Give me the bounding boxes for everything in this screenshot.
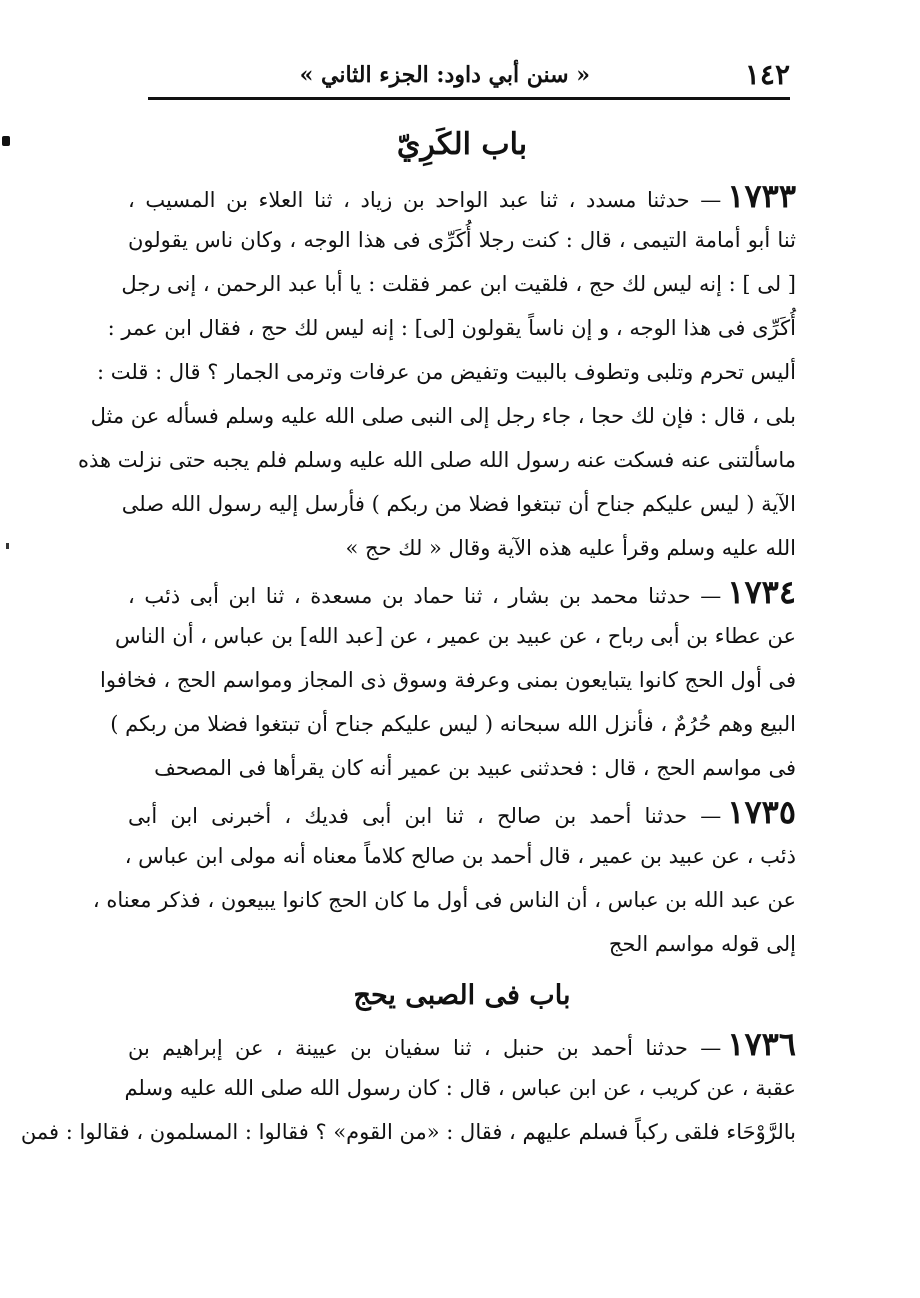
text-line: إلى قوله مواسم الحج — [608, 932, 796, 956]
text-line: ثنا أبو أمامة التيمى ، قال : كنت رجلا أُكَرِّى فى هذا الوجه ، وكان ناس يقولون — [128, 228, 796, 252]
text-line: الله عليه وسلم وقرأ عليه هذه الآية وقال « لك حج » — [345, 536, 796, 560]
text-line: فى مواسم الحج ، قال : فحدثنى عبيد بن عمير أنه كان يقرأها فى المصحف — [154, 756, 796, 780]
hadith-1736 — [20, 1022, 796, 1154]
text-line: فى أول الحج كانوا يتبايعون بمنى وعرفة وسوق ذى المجاز ومواسم الحج ، فخافوا — [100, 668, 796, 692]
text-line: بلى ، قال : فإن لك حجا ، جاء رجل إلى النبى صلى الله عليه وسلم فسأله عن مثل — [90, 404, 796, 428]
text-line: الآية ( ليس عليكم جناح أن تبتغوا فضلا من ربكم ) فأرسل إليه رسول الله صلى — [121, 492, 796, 516]
page-number: ١٤٢ — [744, 58, 790, 91]
hadith-first-line: ١٧٣٦— حدثنا أحمد بن حنبل ، ثنا سفيان بن عيينة ، عن إبراهيم بن — [128, 1025, 796, 1063]
text-line: ذئب ، عن عبيد بن عمير ، قال أحمد بن صالح كلاماً معناه أنه مولى ابن عباس ، — [124, 844, 796, 868]
hadith-number: ١٧٣٥ — [727, 793, 796, 831]
text-line: ماسألتنى عنه فسكت عنه رسول الله صلى الله عليه وسلم فلم يجبه حتى نزلت هذه — [77, 448, 796, 472]
hadith-1735 — [92, 790, 796, 966]
page-header — [150, 52, 790, 96]
scan-mark — [2, 136, 10, 146]
running-title: « سنن أبي داود: الجزء الثاني » — [299, 62, 590, 88]
hadith-1734 — [100, 570, 796, 790]
scan-speck — [6, 543, 9, 549]
text-line: عن عطاء بن أبى رباح ، عن عبيد بن عمير ، عن [عبد الله] بن عباس ، أن الناس — [115, 624, 796, 648]
text-line: عقبة ، عن كريب ، عن ابن عباس ، قال : كان رسول الله صلى الله عليه وسلم — [124, 1076, 796, 1100]
text-line: أليس تحرم وتلبى وتطوف بالبيت وتفيض من عرفات وترمى الجمار ؟ قال : قلت : — [97, 360, 796, 384]
text-line: عن عبد الله بن عباس ، أن الناس فى أول ما كان الحج كانوا يبيعون ، فذكر معناه ، — [92, 888, 796, 912]
main-text — [20, 112, 796, 1154]
hadith-number: ١٧٣٦ — [727, 1025, 796, 1063]
text-line: بالرَّوْحَاء فلقى ركباً فسلم عليهم ، فقال : «من القوم» ؟ فقالوا : المسلمون ، فقالوا : فمن — [20, 1120, 796, 1144]
text-line: أُكَرِّى فى هذا الوجه ، و إن ناساً يقولون [لى] : إنه ليس لك حج ، فقال ابن عمر : — [107, 316, 796, 340]
chapter-heading-child-hajj: باب فى الصبى يحج — [353, 980, 571, 1011]
hadith-first-line: ١٧٣٥— حدثنا أحمد بن صالح ، ثنا ابن أبى فديك ، أخبرنى ابن أبى — [128, 793, 796, 831]
hadith-1733 — [77, 174, 796, 570]
hadith-first-line: ١٧٣٣— حدثنا مسدد ، ثنا عبد الواحد بن زياد ، ثنا العلاء بن المسيب ، — [128, 177, 796, 215]
header-rule — [148, 97, 790, 100]
chapter-heading-kari: باب الكَرِيّ — [396, 127, 528, 162]
text-line: البيع وهم حُرُمٌ ، فأنزل الله سبحانه ( ليس عليكم جناح أن تبتغوا فضلا من ربكم ) — [110, 712, 796, 736]
text-line: [ لى ] : إنه ليس لك حج ، فلقيت ابن عمر فقلت : يا أبا عبد الرحمن ، إنى رجل — [121, 272, 796, 296]
hadith-number: ١٧٣٤ — [727, 573, 796, 611]
hadith-number: ١٧٣٣ — [727, 177, 796, 215]
hadith-first-line: ١٧٣٤— حدثنا محمد بن بشار ، ثنا حماد بن مسعدة ، ثنا ابن أبى ذئب ، — [128, 573, 796, 611]
